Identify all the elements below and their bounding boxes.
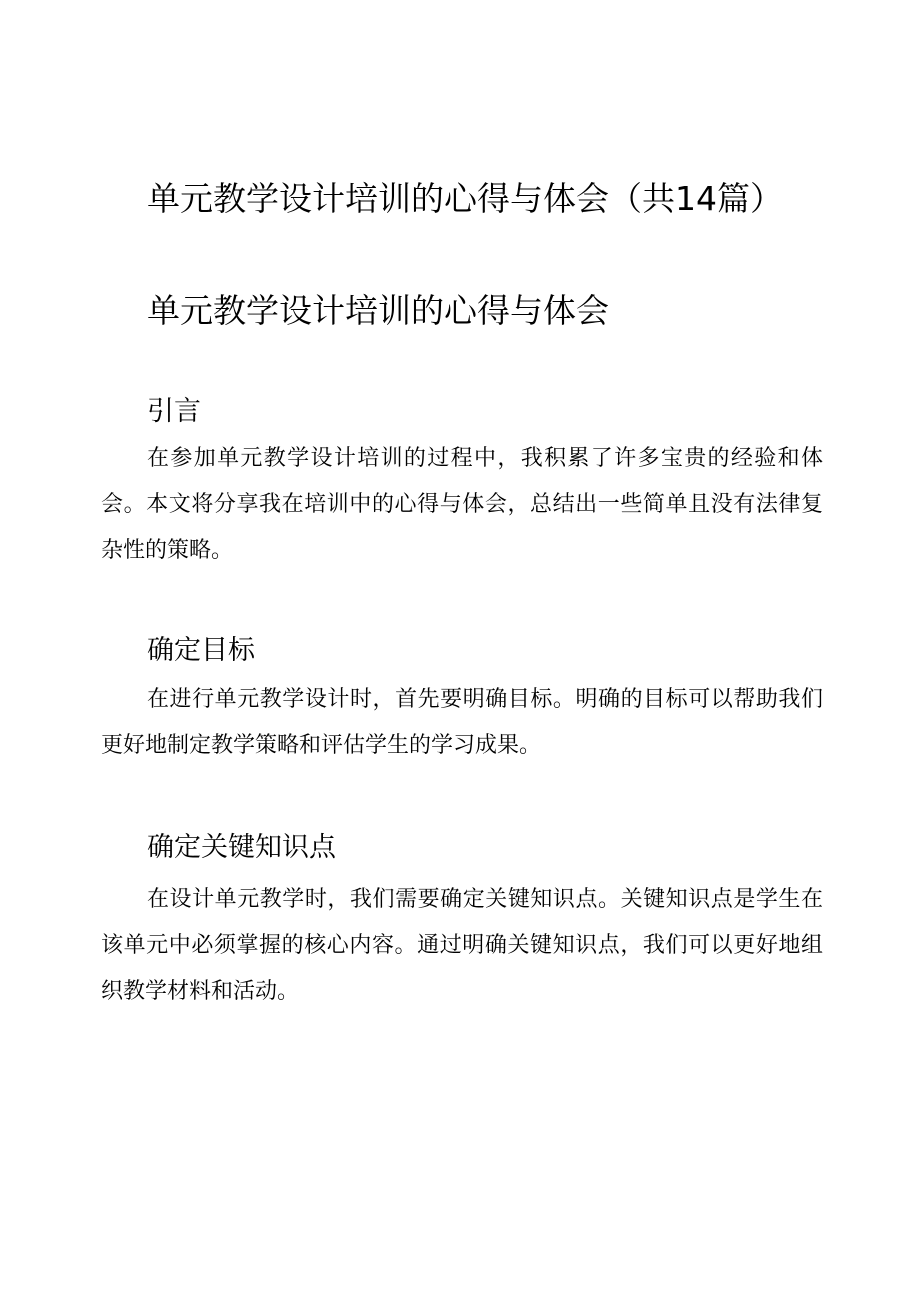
section-paragraph-key-points: 在设计单元教学时，我们需要确定关键知识点。关键知识点是学生在该单元中必须掌握的核心内容。通过明确关键知识点，我们可以更好地组织教学材料和活动。 — [101, 887, 823, 1004]
section-paragraph-set-goals: 在进行单元教学设计时，首先要明确目标。明确的目标可以帮助我们更好地制定教学策略和评估学生的学习成果。 — [101, 687, 823, 758]
section-heading-key-points: 确定关键知识点 — [147, 832, 336, 863]
document-title: 单元教学设计培训的心得与体会（共14篇） — [147, 179, 783, 218]
section-heading-set-goals: 确定目标 — [147, 635, 255, 666]
section-heading-introduction: 引言 — [147, 396, 201, 427]
section-paragraph-introduction: 在参加单元教学设计培训的过程中，我积累了许多宝贵的经验和体会。本文将分享我在培训中的心得与体会，总结出一些简单且没有法律复杂性的策略。 — [101, 446, 823, 563]
document-subtitle: 单元教学设计培训的心得与体会 — [147, 291, 609, 330]
